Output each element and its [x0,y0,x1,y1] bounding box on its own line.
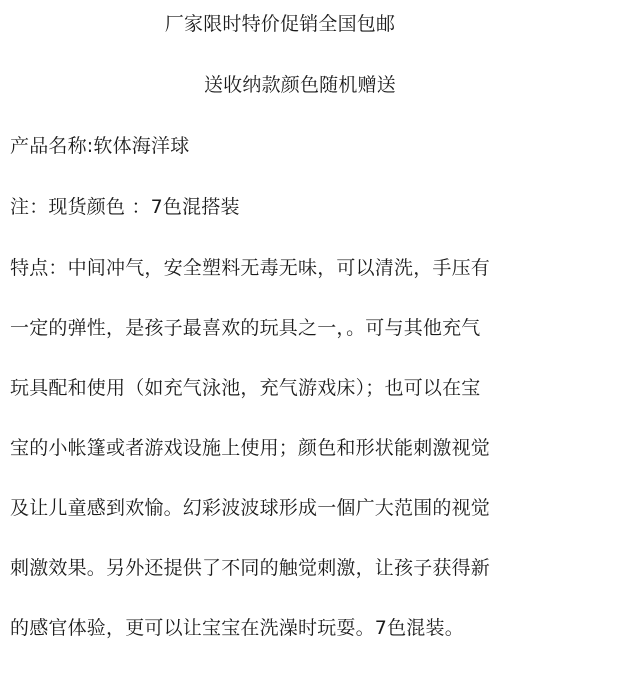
feature-line: 刺激效果。另外还提供了不同的触觉刺激，让孩子获得新 [10,557,491,579]
feature-line: 的感官体验，更可以让宝宝在洗澡时玩耍。7色混装。 [10,617,464,639]
feature-line: 宝的小帐篷或者游戏设施上使用；颜色和形状能刺激视觉 [10,437,491,459]
feature-line: 特点：中间冲气，安全塑料无毒无味，可以清洗，手压有 [10,257,491,279]
feature-line: 一定的弹性，是孩子最喜欢的玩具之一，。可与其他充气 [10,317,481,339]
feature-line: 玩具配和使用（如充气泳池，充气游戏床）；也可以在宝 [10,377,481,399]
gift-note: 送收纳款颜色随机赠送 [203,74,396,96]
promo-headline: 厂家限时特价促销全国包邮 [164,13,396,35]
color-note: 注：现货颜色 ：7色混搭装 [10,196,240,218]
feature-line: 及让儿童感到欢愉。幻彩波波球形成一個广大范围的视觉 [10,497,491,519]
product-name: 产品名称:软体海洋球 [10,135,190,157]
